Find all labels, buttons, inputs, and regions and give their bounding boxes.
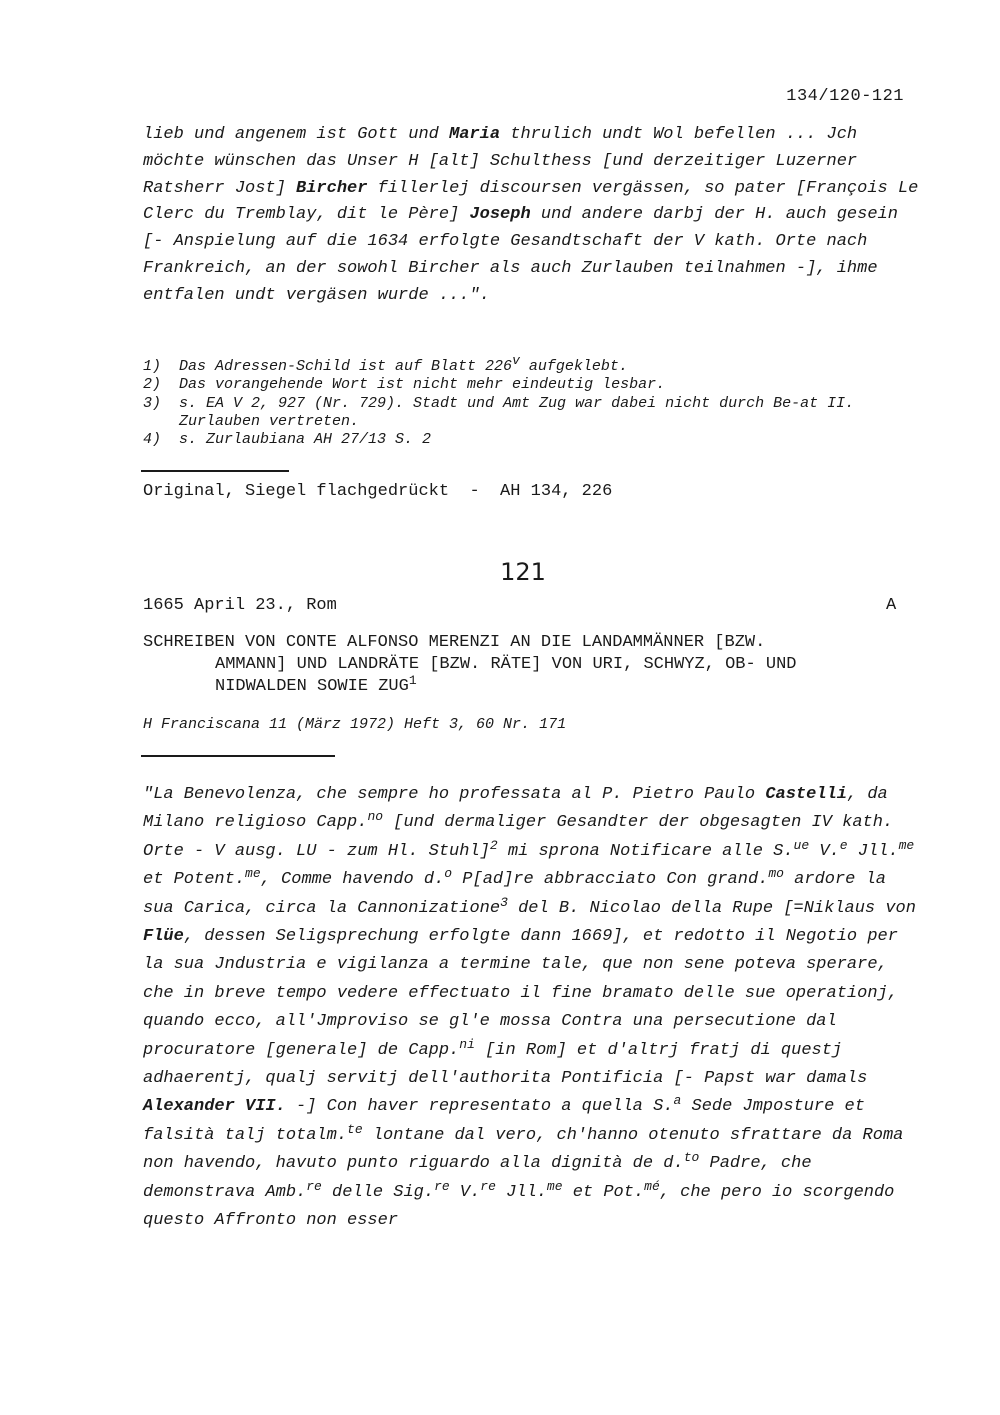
text-run: fillerlej discoursen vergässen, so pater [François Le Clerc du Tremblay, dit le Père] bbox=[143, 178, 919, 225]
superscript: re bbox=[480, 1178, 496, 1194]
text-run: lontane dal vero, ch'hanno otenuto sfrattare da Roma non havendo, havuto punto riguardo alla dignità de d. bbox=[143, 1125, 904, 1174]
superscript: te bbox=[347, 1121, 363, 1137]
document-date-place: 1665 April 23., Rom bbox=[143, 596, 337, 615]
superscript: re bbox=[434, 1178, 450, 1194]
superscript: no bbox=[367, 809, 384, 825]
text-run: -] Con haver representato a quella S. bbox=[285, 1097, 674, 1117]
publication-reference: H Franciscana 11 (März 1972) Heft 3, 60 Nr. 171 bbox=[143, 716, 567, 733]
text-run: del B. Nicolao della Rupe [=Niklaus von bbox=[507, 898, 916, 918]
bold-name: Flüe bbox=[143, 927, 184, 947]
text-run: ardore la sua Carica, circa la Cannonizatione bbox=[143, 870, 886, 918]
superscript: mé bbox=[644, 1178, 660, 1194]
text-run: "La Benevolenza, che sempre ho professata al P. Pietro Paulo bbox=[143, 785, 766, 804]
footnote-text: Das Adressen-Schild ist auf Blatt 226$^v$ aufgeklebt. bbox=[179, 353, 628, 375]
heading-line-2: AMMANN] UND LANDRÄTE [BZW. RÄTE] VON URI, SCHWYZ, OB- UND bbox=[215, 655, 797, 674]
text-run: V. bbox=[449, 1182, 481, 1202]
letter-quote bbox=[143, 781, 923, 1236]
text-run: und andere darbj der H. auch gesein [- Anspielung auf die 1634 erfolgte Gesandtschaft der V kath. Orte nach Frankreich, an der sowohl Bircher als auch Zurlauben teilnahmen -], ihme entfalen undt vergäsen wurde ...". bbox=[143, 205, 898, 305]
letter-text bbox=[143, 122, 923, 310]
footnote-1 bbox=[143, 353, 903, 376]
source-note: Original, Siegel flachgedrückt - AH 134, 226 bbox=[143, 482, 613, 501]
footnote-4 bbox=[143, 431, 903, 449]
superscript: re bbox=[306, 1178, 322, 1194]
bold-name: Maria bbox=[449, 125, 501, 144]
footnote-3 bbox=[143, 395, 903, 432]
bold-name: Castelli bbox=[765, 785, 847, 804]
text-run: , che pero io scorgendo questo Affronto non esser bbox=[143, 1182, 895, 1231]
superscript: to bbox=[683, 1150, 700, 1166]
reference-divider bbox=[141, 755, 335, 757]
footnote-text: s. EA V 2, 927 (Nr. 729). Stadt und Amt Zug war dabei nicht durch Be-at II. Zurlauben vertreten. bbox=[179, 394, 855, 430]
text-run: , Comme havendo d. bbox=[260, 870, 445, 890]
text-run: P[ad]re abbracciato Con grand. bbox=[452, 870, 769, 890]
text-run: [und dermaliger Gesandter der obgesagten IV kath. Orte - V ausg. LU - zum Hl. Stuhl] bbox=[143, 813, 894, 861]
document-class-letter: A bbox=[886, 596, 897, 615]
document-heading bbox=[143, 632, 913, 698]
footnote-text: Das vorangehende Wort ist nicht mehr eindeutig lesbar. bbox=[179, 376, 666, 394]
footnote-text: s. Zurlaubiana AH 27/13 S. 2 bbox=[179, 431, 432, 449]
text-run: thrulich undt Wol befellen ... Jch möchte wünschen das Unser H [alt] Schulthess [und derzeitiger Luzerner Ratsherr Jost] bbox=[143, 125, 858, 198]
superscript: 3 bbox=[500, 894, 508, 910]
text-run: mi sprona Notificare alle S. bbox=[497, 841, 794, 861]
text-run: et Pot. bbox=[562, 1182, 645, 1202]
text-run: [in Rom] et d'altrj fratj di questj adhaerentj, qualj servitj dell'authorita Pontificia [- Papst war damals bbox=[143, 1040, 868, 1089]
text-run: Jll. bbox=[847, 841, 899, 861]
text-run: V. bbox=[809, 841, 840, 861]
text-run: Sede Jmposture et falsità talj totalm. bbox=[143, 1097, 865, 1145]
bold-name: Alexander VII. bbox=[143, 1097, 286, 1117]
page-number: 134/120-121 bbox=[786, 87, 904, 106]
superscript: mo bbox=[768, 866, 784, 882]
footnote-number: 3) bbox=[143, 394, 162, 412]
superscript: ni bbox=[459, 1036, 475, 1052]
footnote-2 bbox=[143, 376, 903, 394]
quote-text bbox=[143, 781, 923, 1236]
superscript: o bbox=[444, 866, 453, 882]
text-run: Jll. bbox=[495, 1182, 547, 1202]
superscript: me bbox=[546, 1178, 563, 1194]
footnote-number: 2) bbox=[143, 376, 162, 394]
document-number: 121 bbox=[500, 558, 546, 586]
superscript: ue bbox=[793, 837, 810, 853]
footnote-number: 1) bbox=[143, 358, 162, 375]
superscript: me bbox=[898, 837, 915, 853]
text-run: lieb und angenem ist Gott und bbox=[143, 125, 450, 144]
bold-name: Bircher bbox=[296, 178, 368, 198]
superscript: a bbox=[673, 1093, 682, 1109]
text-run: Padre, che demonstrava Amb. bbox=[143, 1154, 812, 1202]
text-run: et Potent. bbox=[143, 870, 246, 890]
footnote-divider bbox=[141, 470, 289, 472]
bold-name: Joseph bbox=[469, 205, 531, 225]
heading-footnote-marker: 1 bbox=[408, 673, 417, 688]
footnotes bbox=[143, 353, 903, 449]
heading-line-1: SCHREIBEN VON CONTE ALFONSO MERENZI AN DIE LANDAMMÄNNER [BZW. bbox=[143, 633, 766, 652]
text-run: delle Sig. bbox=[321, 1182, 435, 1202]
superscript: 2 bbox=[489, 837, 498, 853]
text-run: , da Milano religioso Capp. bbox=[143, 785, 888, 833]
superscript: e bbox=[839, 837, 848, 853]
letter-continuation bbox=[143, 122, 923, 310]
footnote-number: 4) bbox=[143, 431, 162, 449]
heading-line-3: NIDWALDEN SOWIE ZUG$^1$ bbox=[215, 673, 417, 696]
text-run: , dessen Seligsprechung erfolgte dann 1669], et redotto il Negotio per la sua Jndustria e vigilanza a termine tale, que non sene poteva sperare, che in breve tempo vedere effectuato il fine bramato delle sue operationj, quando ecco, all'Jmproviso se gl'e mossa Contra una persecutione dal procuratore [generale] de Capp. bbox=[143, 927, 898, 1060]
superscript: me bbox=[245, 866, 261, 882]
